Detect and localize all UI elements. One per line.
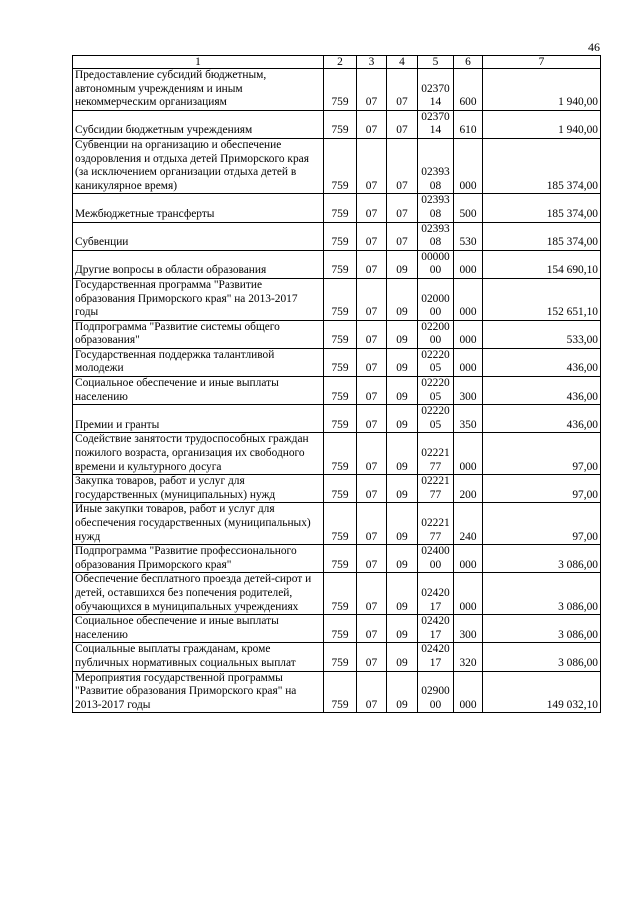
column-header: 4 xyxy=(387,56,418,69)
table-row xyxy=(73,222,601,250)
row-name: Государственная поддержка талантливой молодежи xyxy=(73,348,324,376)
table-row xyxy=(73,475,601,503)
table-row xyxy=(73,110,601,138)
row-code-admin: 759 xyxy=(324,503,357,545)
row-code-section: 07 xyxy=(357,320,387,348)
row-name: Предоставление субсидий бюджетным, автономным учреждениям и иным некоммерческим организациям xyxy=(73,69,324,111)
budget-table xyxy=(72,55,601,713)
column-header: 6 xyxy=(454,56,483,69)
row-code-target: 0222177 xyxy=(418,433,454,475)
table-row xyxy=(73,278,601,320)
row-code-type: 000 xyxy=(454,320,483,348)
table-row xyxy=(73,138,601,193)
table-row xyxy=(73,377,601,405)
row-name: Субсидии бюджетным учреждениям xyxy=(73,110,324,138)
row-code-target: 0222177 xyxy=(418,503,454,545)
row-code-section: 07 xyxy=(357,138,387,193)
table-row xyxy=(73,348,601,376)
row-code-type: 610 xyxy=(454,110,483,138)
row-code-target: 0222005 xyxy=(418,405,454,433)
row-code-type: 000 xyxy=(454,545,483,573)
table-row xyxy=(73,503,601,545)
row-code-type: 350 xyxy=(454,405,483,433)
row-code-type: 320 xyxy=(454,643,483,671)
column-header: 5 xyxy=(418,56,454,69)
row-code-admin: 759 xyxy=(324,433,357,475)
row-amount: 436,00 xyxy=(483,405,601,433)
row-code-admin: 759 xyxy=(324,138,357,193)
row-name: Социальные выплаты гражданам, кроме публичных нормативных социальных выплат xyxy=(73,643,324,671)
row-code-type: 300 xyxy=(454,377,483,405)
row-code-section: 07 xyxy=(357,671,387,713)
row-code-section: 07 xyxy=(357,615,387,643)
row-code-subsection: 09 xyxy=(387,643,418,671)
row-code-target: 0200000 xyxy=(418,278,454,320)
column-header: 3 xyxy=(357,56,387,69)
row-name: Государственная программа "Развитие образования Приморского края" на 2013-2017 годы xyxy=(73,278,324,320)
row-code-section: 07 xyxy=(357,573,387,615)
row-code-section: 07 xyxy=(357,433,387,475)
row-code-section: 07 xyxy=(357,545,387,573)
column-header: 2 xyxy=(324,56,357,69)
column-header: 1 xyxy=(73,56,324,69)
row-amount: 185 374,00 xyxy=(483,194,601,222)
row-amount: 3 086,00 xyxy=(483,615,601,643)
table-row xyxy=(73,545,601,573)
row-code-subsection: 07 xyxy=(387,110,418,138)
row-code-type: 530 xyxy=(454,222,483,250)
row-code-admin: 759 xyxy=(324,278,357,320)
row-code-type: 000 xyxy=(454,348,483,376)
row-code-target: 0239308 xyxy=(418,194,454,222)
row-name: Премии и гранты xyxy=(73,405,324,433)
row-code-section: 07 xyxy=(357,250,387,278)
row-code-type: 000 xyxy=(454,250,483,278)
row-code-subsection: 09 xyxy=(387,503,418,545)
row-code-type: 000 xyxy=(454,573,483,615)
row-code-target: 0222177 xyxy=(418,475,454,503)
row-code-type: 300 xyxy=(454,615,483,643)
row-code-subsection: 09 xyxy=(387,405,418,433)
row-code-subsection: 07 xyxy=(387,194,418,222)
row-code-section: 07 xyxy=(357,643,387,671)
row-amount: 185 374,00 xyxy=(483,222,601,250)
row-code-section: 07 xyxy=(357,475,387,503)
row-code-target: 0000000 xyxy=(418,250,454,278)
row-name: Социальное обеспечение и иные выплаты населению xyxy=(73,377,324,405)
row-amount: 533,00 xyxy=(483,320,601,348)
row-code-section: 07 xyxy=(357,69,387,111)
row-amount: 1 940,00 xyxy=(483,69,601,111)
row-code-target: 0222005 xyxy=(418,377,454,405)
row-code-type: 500 xyxy=(454,194,483,222)
row-code-admin: 759 xyxy=(324,377,357,405)
table-row xyxy=(73,671,601,713)
row-amount: 152 651,10 xyxy=(483,278,601,320)
table-row xyxy=(73,69,601,111)
row-amount: 149 032,10 xyxy=(483,671,601,713)
row-code-section: 07 xyxy=(357,110,387,138)
row-code-target: 0290000 xyxy=(418,671,454,713)
row-name: Иные закупки товаров, работ и услуг для обеспечения государственных (муниципальных) нужд xyxy=(73,503,324,545)
row-code-target: 0242017 xyxy=(418,615,454,643)
table-row xyxy=(73,433,601,475)
row-code-admin: 759 xyxy=(324,320,357,348)
row-code-subsection: 07 xyxy=(387,222,418,250)
row-code-admin: 759 xyxy=(324,643,357,671)
row-code-admin: 759 xyxy=(324,250,357,278)
row-name: Другие вопросы в области образования xyxy=(73,250,324,278)
row-code-admin: 759 xyxy=(324,615,357,643)
row-code-target: 0222005 xyxy=(418,348,454,376)
row-code-admin: 759 xyxy=(324,69,357,111)
row-code-subsection: 09 xyxy=(387,615,418,643)
row-code-type: 000 xyxy=(454,433,483,475)
row-amount: 97,00 xyxy=(483,475,601,503)
row-name: Обеспечение бесплатного проезда детей-сирот и детей, оставшихся без попечения родителей, обучающихся в муниципальных учреждениях xyxy=(73,573,324,615)
row-code-subsection: 09 xyxy=(387,320,418,348)
page-number: 46 xyxy=(588,40,600,54)
row-name: Закупка товаров, работ и услуг для государственных (муниципальных) нужд xyxy=(73,475,324,503)
row-code-admin: 759 xyxy=(324,110,357,138)
row-code-target: 0237014 xyxy=(418,69,454,111)
header-row xyxy=(73,56,601,69)
row-code-target: 0239308 xyxy=(418,222,454,250)
row-code-section: 07 xyxy=(357,222,387,250)
row-code-target: 0242017 xyxy=(418,573,454,615)
row-code-target: 0240000 xyxy=(418,545,454,573)
row-code-subsection: 09 xyxy=(387,250,418,278)
row-code-type: 600 xyxy=(454,69,483,111)
table-row xyxy=(73,405,601,433)
row-code-type: 000 xyxy=(454,671,483,713)
row-code-admin: 759 xyxy=(324,545,357,573)
row-name: Подпрограмма "Развитие профессионального образования Приморского края" xyxy=(73,545,324,573)
row-amount: 3 086,00 xyxy=(483,545,601,573)
row-code-section: 07 xyxy=(357,503,387,545)
row-code-target: 0242017 xyxy=(418,643,454,671)
row-name: Межбюджетные трансферты xyxy=(73,194,324,222)
row-code-target: 0237014 xyxy=(418,110,454,138)
row-name: Содействие занятости трудоспособных граждан пожилого возраста, организация их свободного времени и культурного досуга xyxy=(73,433,324,475)
row-code-admin: 759 xyxy=(324,573,357,615)
table-body xyxy=(73,69,601,713)
row-name: Субвенции xyxy=(73,222,324,250)
row-code-section: 07 xyxy=(357,194,387,222)
row-code-type: 000 xyxy=(454,278,483,320)
row-code-section: 07 xyxy=(357,405,387,433)
row-code-admin: 759 xyxy=(324,671,357,713)
row-amount: 436,00 xyxy=(483,348,601,376)
row-amount: 154 690,10 xyxy=(483,250,601,278)
table-row xyxy=(73,643,601,671)
row-code-admin: 759 xyxy=(324,475,357,503)
table-row xyxy=(73,194,601,222)
row-code-admin: 759 xyxy=(324,405,357,433)
row-code-subsection: 09 xyxy=(387,377,418,405)
row-code-section: 07 xyxy=(357,278,387,320)
row-code-subsection: 09 xyxy=(387,573,418,615)
row-name: Мероприятия государственной программы "Развитие образования Приморского края" на 2013-2017 годы xyxy=(73,671,324,713)
row-amount: 436,00 xyxy=(483,377,601,405)
row-amount: 97,00 xyxy=(483,433,601,475)
row-code-subsection: 09 xyxy=(387,475,418,503)
table-row xyxy=(73,573,601,615)
row-code-subsection: 07 xyxy=(387,138,418,193)
row-code-type: 200 xyxy=(454,475,483,503)
table-row xyxy=(73,250,601,278)
row-code-subsection: 07 xyxy=(387,69,418,111)
row-name: Субвенции на организацию и обеспечение оздоровления и отдыха детей Приморского края (за исключением организации отдыха детей в каникулярное время) xyxy=(73,138,324,193)
row-code-subsection: 09 xyxy=(387,278,418,320)
row-code-target: 0239308 xyxy=(418,138,454,193)
row-code-admin: 759 xyxy=(324,348,357,376)
row-code-target: 0220000 xyxy=(418,320,454,348)
row-code-admin: 759 xyxy=(324,222,357,250)
row-amount: 3 086,00 xyxy=(483,643,601,671)
row-amount: 185 374,00 xyxy=(483,138,601,193)
column-header: 7 xyxy=(483,56,601,69)
row-code-subsection: 09 xyxy=(387,433,418,475)
table-row xyxy=(73,320,601,348)
row-code-subsection: 09 xyxy=(387,348,418,376)
row-amount: 97,00 xyxy=(483,503,601,545)
row-code-section: 07 xyxy=(357,348,387,376)
row-code-section: 07 xyxy=(357,377,387,405)
row-code-subsection: 09 xyxy=(387,545,418,573)
table-row xyxy=(73,615,601,643)
row-code-type: 240 xyxy=(454,503,483,545)
row-code-admin: 759 xyxy=(324,194,357,222)
row-amount: 3 086,00 xyxy=(483,573,601,615)
row-name: Подпрограмма "Развитие системы общего образования" xyxy=(73,320,324,348)
row-code-subsection: 09 xyxy=(387,671,418,713)
row-name: Социальное обеспечение и иные выплаты населению xyxy=(73,615,324,643)
row-code-type: 000 xyxy=(454,138,483,193)
row-amount: 1 940,00 xyxy=(483,110,601,138)
